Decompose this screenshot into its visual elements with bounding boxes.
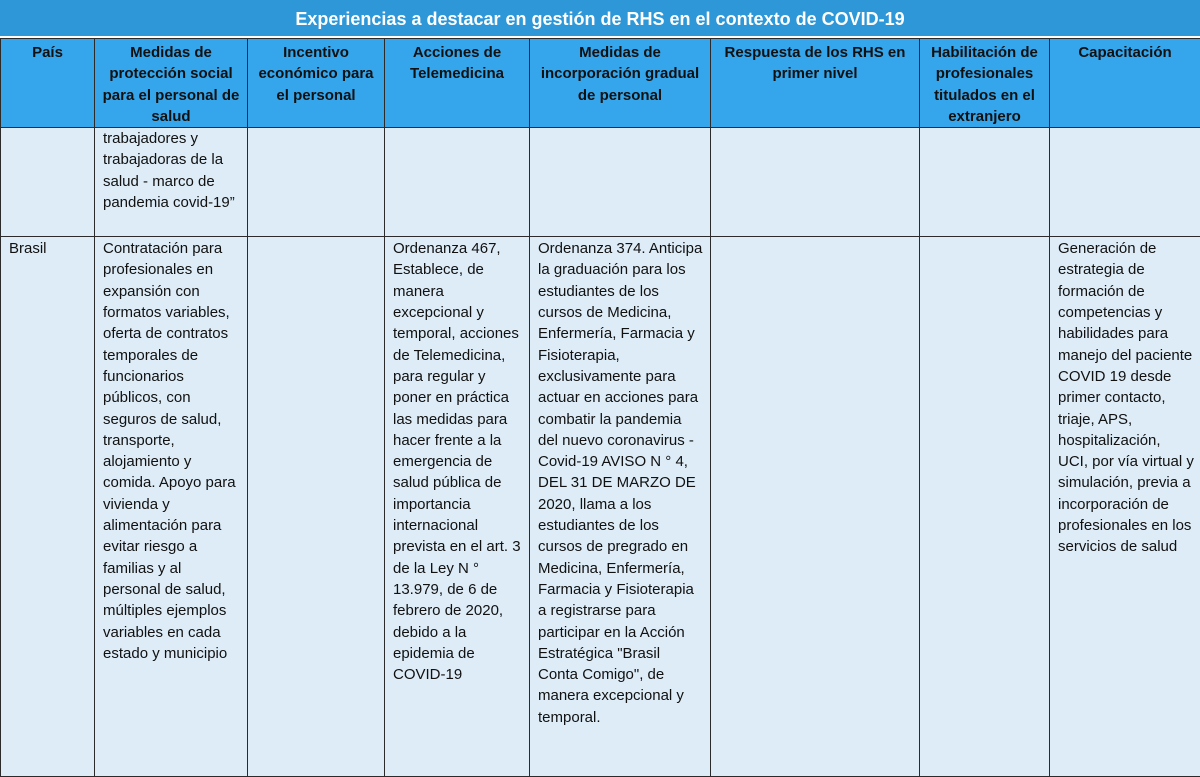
header-capacitacion: Capacitación <box>1050 39 1200 128</box>
header-proteccion-social: Medidas de protección social para el personal de salud <box>95 39 248 128</box>
table-cell: trabajadores y trabajadoras de la salud - marco de pandemia covid-19” <box>95 128 248 237</box>
table-cell <box>1050 128 1200 237</box>
header-telemedicina: Acciones de Telemedicina <box>385 39 530 128</box>
table-cell: Ordenanza 467, Establece, de manera excepcional y temporal, acciones de Telemedicina, para regular y poner en práctica las medidas para hacer frente a la emergencia de salud pública de importancia internacional prevista en el art. 3 de la Ley N ° 13.979, de 6 de febrero de 2020, debido a la epidemia de COVID-19 <box>385 237 530 777</box>
table-cell <box>920 128 1050 237</box>
table-cell <box>1 128 95 237</box>
table-cell <box>385 128 530 237</box>
table-cell <box>248 237 385 777</box>
header-pais: País <box>1 39 95 128</box>
rhs-experiences-table <box>0 38 1200 777</box>
table-cell <box>248 128 385 237</box>
table-cell <box>530 128 711 237</box>
header-row <box>1 39 1200 128</box>
header-respuesta-primer-nivel: Respuesta de los RHS en primer nivel <box>711 39 920 128</box>
table-row <box>1 237 1200 777</box>
table-cell: Generación de estrategia de formación de competencias y habilidades para manejo del paciente COVID 19 desde primer contacto, triaje, APS, hospitalización, UCI, por vía virtual y simulación, previa a incorporación de profesionales en los servicios de salud <box>1050 237 1200 777</box>
table-cell <box>920 237 1050 777</box>
header-incentivo-economico: Incentivo económico para el personal <box>248 39 385 128</box>
table-cell <box>711 237 920 777</box>
header-habilitacion-extranjero: Habilitación de profesionales titulados en el extranjero <box>920 39 1050 128</box>
table-row <box>1 128 1200 237</box>
table-title: Experiencias a destacar en gestión de RHS en el contexto de COVID-19 <box>0 0 1200 38</box>
country-cell: Brasil <box>1 237 95 777</box>
table-cell: Ordenanza 374. Anticipa la graduación para los estudiantes de los cursos de Medicina, Enfermería, Farmacia y Fisioterapia, exclusivamente para actuar en acciones para combatir la pandemia del nuevo coronavirus - Covid-19 AVISO N ° 4, DEL 31 DE MARZO DE 2020, llama a los estudiantes de los cursos de pregrado en Medicina, Enfermería, Farmacia y Fisioterapia a registrarse para participar en la Acción Estratégica "Brasil Conta Comigo", de manera excepcional y temporal. <box>530 237 711 777</box>
table-cell <box>711 128 920 237</box>
table-cell: Contratación para profesionales en expansión con formatos variables, oferta de contratos temporales de funcionarios públicos, con seguros de salud, transporte, alojamiento y comida. Apoyo para vivienda y alimentación para evitar riesgo a familias y al personal de salud, múltiples ejemplos variables en cada estado y municipio <box>95 237 248 777</box>
header-incorporacion-gradual: Medidas de incorporación gradual de personal <box>530 39 711 128</box>
